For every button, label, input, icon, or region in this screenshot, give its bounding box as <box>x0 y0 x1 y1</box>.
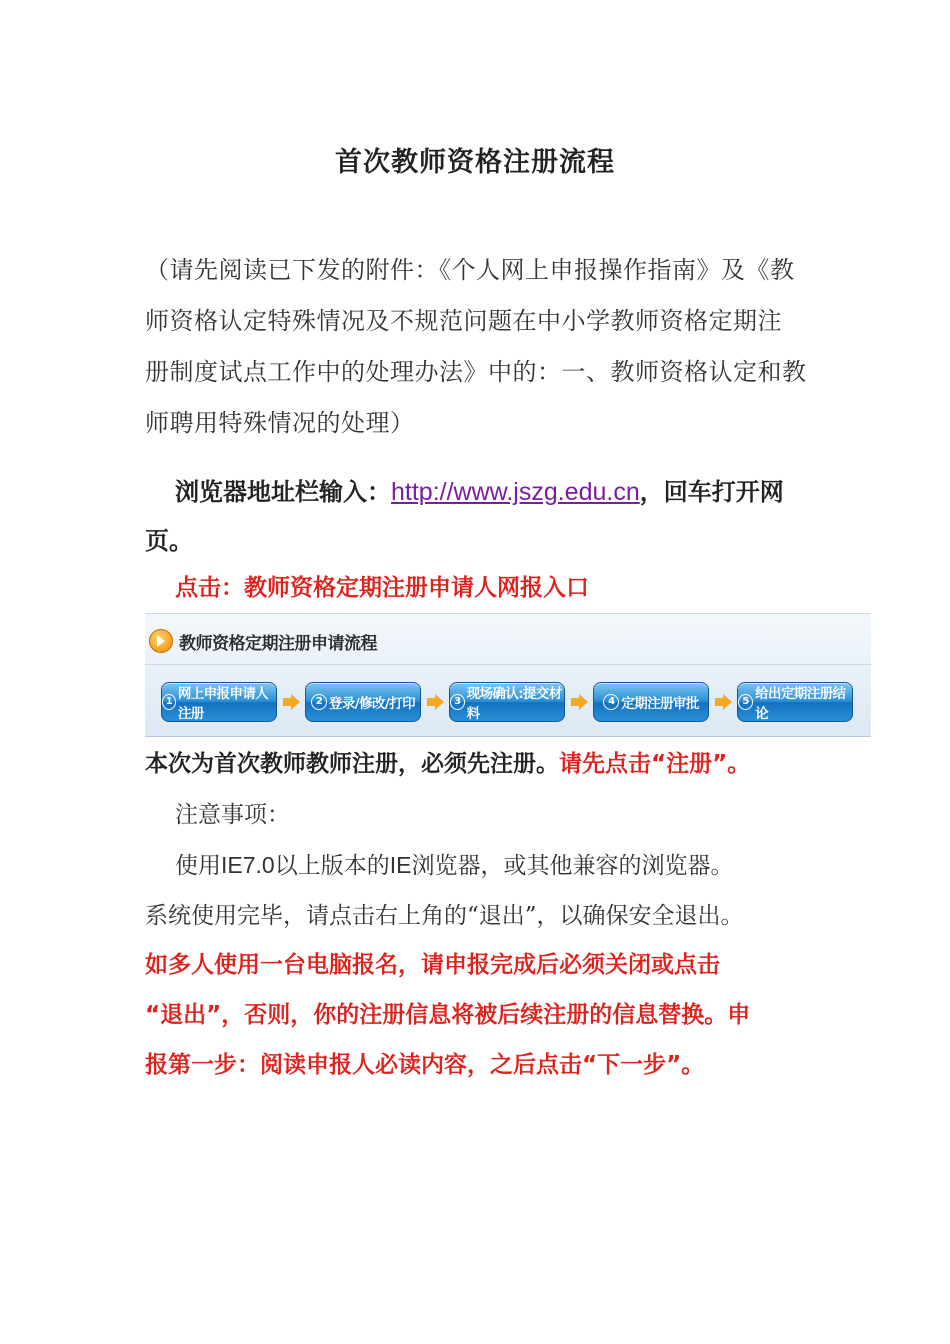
arrow-right-icon <box>277 680 305 724</box>
step-number: 4 <box>603 694 619 710</box>
step-number: 1 <box>162 694 176 710</box>
usage-text: IE <box>389 852 412 878</box>
url-instruction <box>145 468 815 566</box>
step-label: 登录/修改/打印 <box>328 696 416 712</box>
first-registration-text: 本次为首次教师教师注册，必须先注册。 <box>145 751 559 777</box>
flow-title: 教师资格定期注册申请流程 <box>179 633 377 654</box>
step-approval-button[interactable] <box>593 682 709 722</box>
warning-line: 如多人使用一台电脑报名，请申报完成后必须关闭或点击 <box>145 952 720 978</box>
step-label: 定期注册审批 <box>621 696 699 712</box>
usage-text: IE7.0 <box>221 852 275 878</box>
first-registration-note <box>145 742 865 786</box>
step-label: 网上申报申请人注册 <box>177 686 269 722</box>
arrow-right-icon <box>421 680 449 724</box>
usage-text: 以上版本的 <box>274 853 390 879</box>
step-login-button[interactable] <box>305 682 421 722</box>
note-line: 师资格认定特殊情况及不规范问题在中小学教师资格定期注 <box>145 307 782 335</box>
step-confirm-button[interactable] <box>449 682 565 722</box>
arrow-right-icon <box>565 680 593 724</box>
usage-notes <box>145 840 815 941</box>
notice-heading: 注意事项： <box>175 802 290 828</box>
url-prefix: 浏览器地址栏输入： <box>175 478 391 506</box>
step-label: 给出定期注册结论 <box>755 686 846 722</box>
page-title: 首次教师资格注册流程 <box>335 147 615 178</box>
step-register-button[interactable] <box>161 682 277 722</box>
registration-flow-banner <box>145 613 871 737</box>
website-link[interactable]: http://www.jszg.edu.cn <box>391 478 640 506</box>
step-result-button[interactable] <box>737 682 853 722</box>
warning-line: 报第一步：阅读申报人必读内容，之后点击“下一步”。 <box>145 1052 705 1078</box>
warning-line: “退出”，否则，你的注册信息将被后续注册的信息替换。申 <box>145 1002 751 1028</box>
play-arrow-icon <box>149 629 173 653</box>
note-line: 师聘用特殊情况的处理） <box>145 409 415 437</box>
browser-requirement <box>145 840 815 891</box>
note-line: （请先阅读已下发的附件：《个人网上申报操作指南》及《教 <box>145 256 795 284</box>
shared-computer-warning <box>145 940 815 1090</box>
flow-header <box>149 626 377 656</box>
usage-text: 使用 <box>175 853 221 879</box>
flow-steps <box>161 680 853 724</box>
arrow-right-icon <box>709 680 737 724</box>
url-suffix: ，回车打开网页。 <box>145 478 784 555</box>
divider <box>145 664 871 665</box>
step-label: 现场确认:提交材料 <box>466 686 562 722</box>
reference-note <box>145 245 815 449</box>
usage-text: 浏览器，或其他兼容的浏览器。 <box>411 853 734 879</box>
note-line: 册制度试点工作中的处理办法》中的：一、教师资格认定和教 <box>145 358 807 386</box>
register-prompt: 请先点击“注册”。 <box>559 751 751 777</box>
step-number: 2 <box>311 694 327 710</box>
click-instruction: 点击：教师资格定期注册申请人网报入口 <box>175 575 589 601</box>
logout-reminder: 系统使用完毕，请点击右上角的“退出”，以确保安全退出。 <box>145 903 744 929</box>
step-number: 3 <box>450 694 465 710</box>
step-number: 5 <box>738 694 753 710</box>
